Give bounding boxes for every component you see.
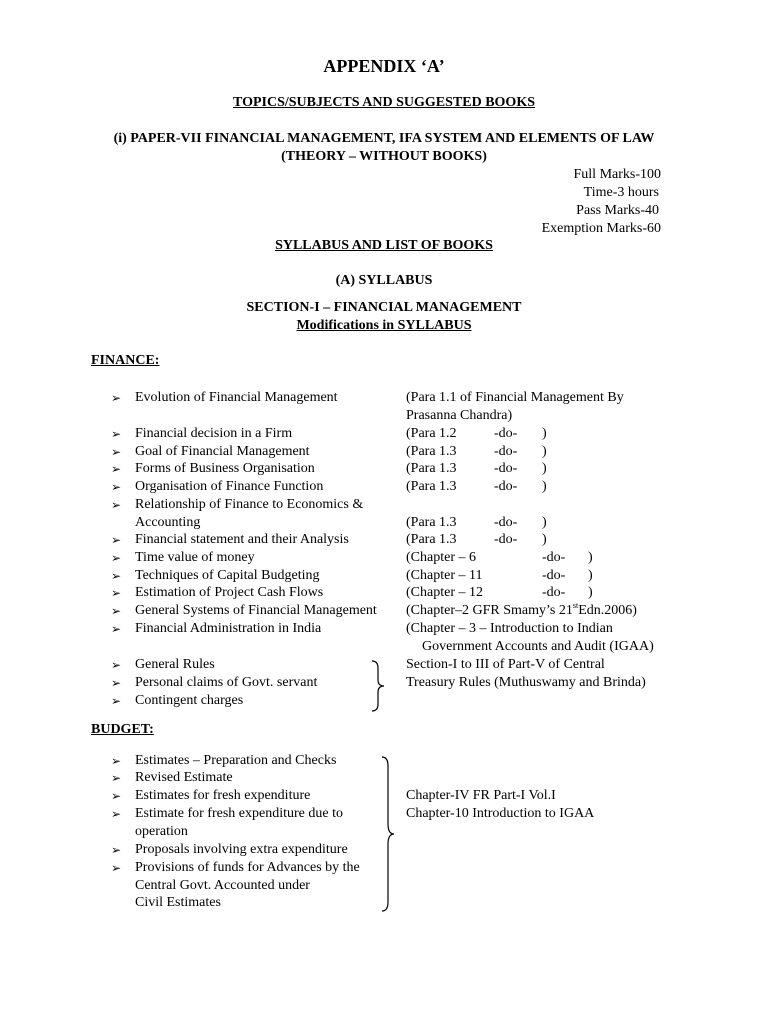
list-item: Forms of Business Organisation: [135, 461, 315, 476]
ditto-mark: -do-: [494, 461, 518, 476]
ref-para: (Para 1.3: [406, 461, 457, 476]
ref-close: ): [542, 532, 547, 547]
ref-gfr: [406, 603, 637, 619]
full-marks: Full Marks-100: [573, 167, 661, 182]
bullet-icon: ➢: [111, 445, 122, 459]
ref-igaa-chapter: Chapter-10 Introduction to IGAA: [406, 806, 595, 821]
ref-row: [406, 532, 547, 548]
pass-marks: Pass Marks-40: [576, 203, 659, 218]
list-item: Organisation of Finance Function: [135, 479, 324, 494]
ditto-mark: -do-: [494, 479, 518, 494]
list-item: General Rules: [135, 657, 215, 672]
list-item: Proposals involving extra expenditure: [135, 842, 348, 857]
ref-row: [406, 426, 547, 442]
list-item-continued: operation: [135, 824, 188, 839]
time-limit: Time-3 hours: [583, 185, 659, 200]
ref-chapter: (Chapter – 6: [406, 550, 476, 565]
bullet-icon: ➢: [111, 569, 122, 583]
ref-financial-admin-cont: Government Accounts and Audit (IGAA): [422, 639, 654, 654]
list-item: Estimates for fresh expenditure: [135, 788, 311, 803]
ref-chapter: (Chapter – 11: [406, 568, 483, 583]
ref-close: ): [542, 479, 547, 494]
ref-close: ): [542, 515, 547, 530]
bullet-icon: ➢: [111, 586, 122, 600]
ref-row: [406, 444, 547, 460]
list-item: General Systems of Financial Management: [135, 603, 377, 618]
ref-para: (Para 1.3: [406, 532, 457, 547]
list-item: Revised Estimate: [135, 770, 233, 785]
ref-evolution-cont: Prasanna Chandra): [406, 408, 513, 423]
ref-para: (Para 1.2: [406, 426, 457, 441]
list-item-continued: Central Govt. Accounted under: [135, 878, 310, 893]
bullet-icon: ➢: [111, 427, 122, 441]
list-item-continued: Accounting: [135, 515, 201, 530]
budget-heading: BUDGET:: [91, 722, 154, 737]
list-item: Techniques of Capital Budgeting: [135, 568, 320, 583]
list-item: Estimates – Preparation and Checks: [135, 753, 337, 768]
ref-treasury-rules-cont: Treasury Rules (Muthuswamy and Brinda): [406, 675, 646, 690]
ref-row: [406, 568, 593, 584]
ditto-mark: -do-: [494, 532, 518, 547]
modifications-heading: Modifications in SYLLABUS: [296, 318, 472, 333]
bullet-icon: ➢: [111, 807, 122, 821]
ref-row: [406, 479, 547, 495]
ref-row: [406, 585, 593, 601]
ref-close: ): [588, 550, 593, 565]
topics-subtitle: TOPICS/SUBJECTS AND SUGGESTED BOOKS: [232, 95, 535, 110]
paper-title: (i) PAPER-VII FINANCIAL MANAGEMENT, IFA SYSTEM AND ELEMENTS OF LAW: [113, 131, 655, 146]
list-item: Relationship of Finance to Economics &: [135, 497, 364, 512]
syllabus-heading: SYLLABUS AND LIST OF BOOKS: [275, 238, 493, 253]
bullet-icon: ➢: [111, 604, 122, 618]
list-item: Contingent charges: [135, 693, 244, 708]
bullet-icon: ➢: [111, 789, 122, 803]
bullet-icon: ➢: [111, 771, 122, 785]
list-item: Personal claims of Govt. servant: [135, 675, 318, 690]
list-item: Provisions of funds for Advances by the: [135, 860, 360, 875]
bullet-icon: ➢: [111, 676, 122, 690]
bullet-icon: ➢: [111, 843, 122, 857]
ref-fr-part: Chapter-IV FR Part-I Vol.I: [406, 788, 556, 803]
section-title: SECTION-I – FINANCIAL MANAGEMENT: [246, 300, 522, 315]
list-item: Financial decision in a Firm: [135, 426, 293, 441]
bullet-icon: ➢: [111, 391, 122, 405]
ref-gfr-text: (Chapter–2 GFR Smamy’s 21: [406, 603, 573, 618]
ref-close: ): [542, 444, 547, 459]
ditto-mark: -do-: [494, 515, 518, 530]
appendix-title: APPENDIX ‘A’: [323, 56, 445, 76]
ref-para: (Para 1.3: [406, 515, 457, 530]
ditto-mark: -do-: [542, 568, 566, 583]
list-item: Financial statement and their Analysis: [135, 532, 349, 547]
ref-evolution: (Para 1.1 of Financial Management By: [406, 390, 624, 405]
ref-row: [406, 515, 547, 531]
paper-subtitle: (THEORY – WITHOUT BOOKS): [281, 149, 487, 164]
ditto-mark: -do-: [494, 444, 518, 459]
ref-gfr-edition: Edn.2006): [578, 603, 637, 618]
ditto-mark: -do-: [542, 550, 566, 565]
ref-para: (Para 1.3: [406, 479, 457, 494]
ref-financial-admin: (Chapter – 3 – Introduction to Indian: [406, 621, 613, 636]
list-item: Estimation of Project Cash Flows: [135, 585, 324, 600]
list-item: Time value of money: [135, 550, 255, 565]
ref-close: ): [542, 461, 547, 476]
ref-row: [406, 461, 547, 477]
exemption-marks: Exemption Marks-60: [541, 221, 661, 236]
bullet-icon: ➢: [111, 754, 122, 768]
list-item-continued: Civil Estimates: [135, 895, 221, 910]
ref-treasury-rules: Section-I to III of Part-V of Central: [406, 657, 605, 672]
list-item: Financial Administration in India: [135, 621, 322, 636]
bullet-icon: ➢: [111, 498, 122, 512]
ditto-mark: -do-: [542, 585, 566, 600]
bullet-icon: ➢: [111, 480, 122, 494]
list-item: Evolution of Financial Management: [135, 390, 338, 405]
right-brace-icon: [370, 660, 386, 712]
ref-gfr-sup: st: [572, 601, 579, 610]
ref-close: ): [588, 585, 593, 600]
ref-row: [406, 550, 593, 566]
bullet-icon: ➢: [111, 694, 122, 708]
bullet-icon: ➢: [111, 462, 122, 476]
ref-chapter: (Chapter – 12: [406, 585, 483, 600]
bullet-icon: ➢: [111, 551, 122, 565]
marks-block: [361, 166, 661, 238]
syllabus-sub: (A) SYLLABUS: [335, 273, 433, 288]
ref-para: (Para 1.3: [406, 444, 457, 459]
list-item: Estimate for fresh expenditure due to: [135, 806, 343, 821]
right-brace-icon: [380, 756, 396, 912]
bullet-icon: ➢: [111, 622, 122, 636]
ref-close: ): [588, 568, 593, 583]
bullet-icon: ➢: [111, 658, 122, 672]
ref-close: ): [542, 426, 547, 441]
ditto-mark: -do-: [494, 426, 518, 441]
list-item: Goal of Financial Management: [135, 444, 310, 459]
bullet-icon: ➢: [111, 533, 122, 547]
bullet-icon: ➢: [111, 861, 122, 875]
finance-heading: FINANCE:: [91, 353, 160, 368]
